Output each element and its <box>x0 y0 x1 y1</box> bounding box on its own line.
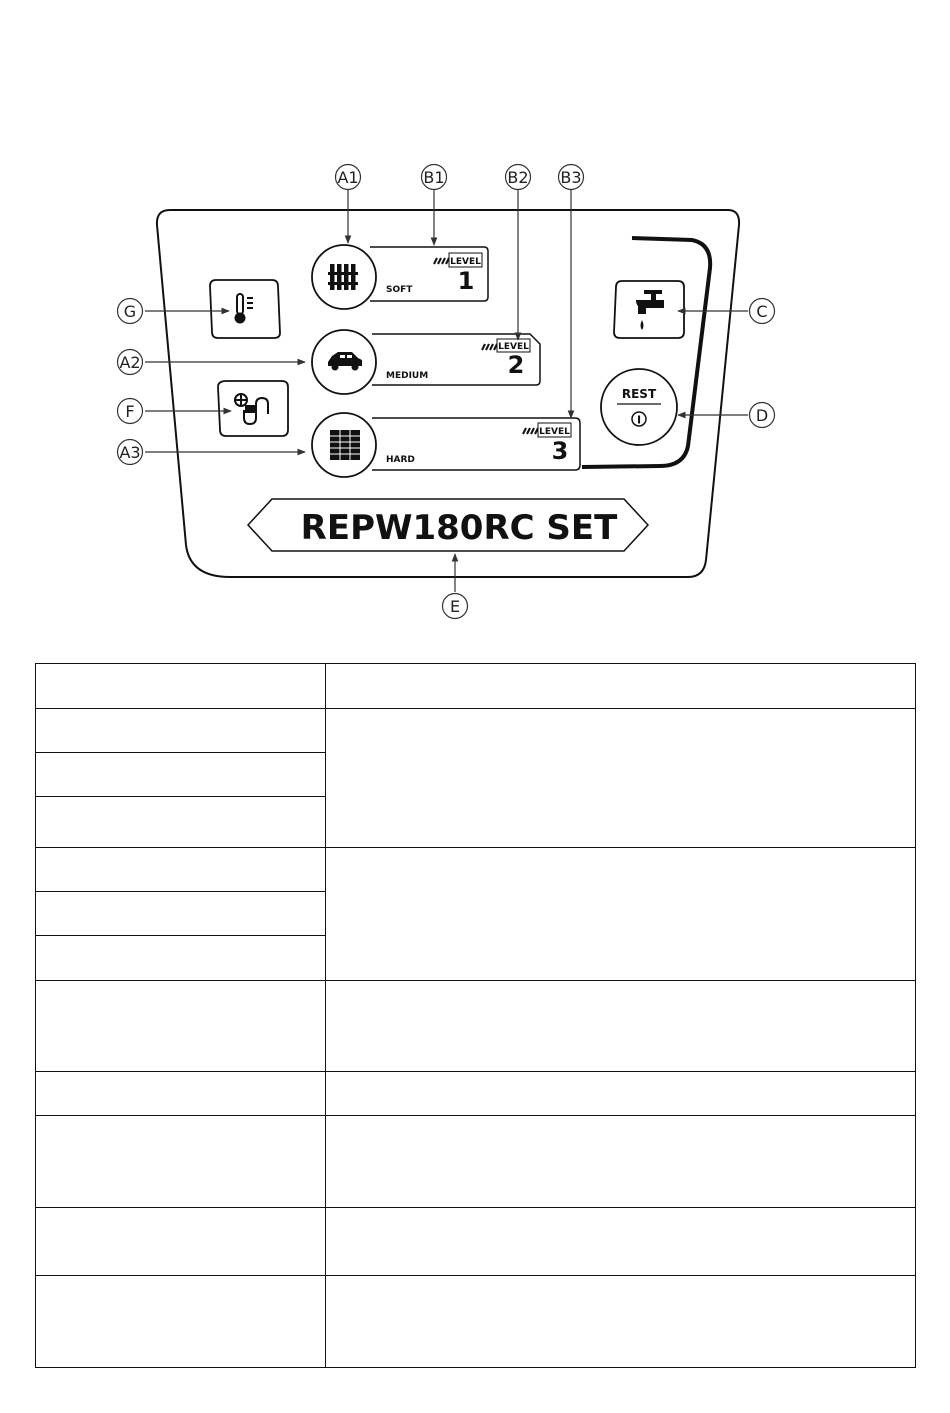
level-2-stripes <box>482 344 497 350</box>
reset-button[interactable] <box>601 369 677 445</box>
table-cell <box>36 981 326 1072</box>
level-3-number: 3 <box>551 437 569 465</box>
table-cell <box>36 753 326 797</box>
model-name: REPW180RC SET <box>300 508 618 548</box>
table-row <box>36 709 916 753</box>
hose-button[interactable] <box>218 381 288 436</box>
level-3-row[interactable] <box>312 413 580 477</box>
table-cell <box>36 848 326 892</box>
tap-button[interactable] <box>614 281 684 338</box>
callout-a3 <box>118 440 143 465</box>
level-1-mode: SOFT <box>386 285 413 295</box>
table-cell <box>36 936 326 981</box>
grid-icon <box>330 430 360 460</box>
table-cell <box>36 664 326 709</box>
level-3-mode: HARD <box>386 455 415 465</box>
table-row <box>36 664 916 709</box>
svg-text:A1: A1 <box>337 168 359 187</box>
reset-symbol: I <box>636 413 642 427</box>
level-2-tag: LEVEL <box>498 342 529 352</box>
callout-b2 <box>506 165 531 190</box>
control-panel-diagram <box>0 0 950 660</box>
spec-table <box>35 663 916 1368</box>
callout-a2 <box>118 350 143 375</box>
callout-f <box>118 399 143 424</box>
level-2-row[interactable] <box>312 330 540 394</box>
table-cell <box>36 1072 326 1116</box>
level-2-number: 2 <box>507 351 525 379</box>
table-row <box>36 981 916 1072</box>
table-cell <box>326 1276 916 1368</box>
level-2-mode: MEDIUM <box>386 371 429 381</box>
table-cell <box>326 709 916 848</box>
svg-text:A3: A3 <box>119 443 141 462</box>
svg-text:G: G <box>123 302 137 321</box>
table-cell <box>326 1116 916 1208</box>
level-1-row[interactable] <box>312 245 488 309</box>
callout-a1 <box>336 165 361 190</box>
reset-label: REST <box>621 387 657 401</box>
table-row <box>36 1276 916 1368</box>
callout-b1 <box>422 165 447 190</box>
callout-c <box>750 299 775 324</box>
table-cell <box>36 709 326 753</box>
table-cell <box>36 1116 326 1208</box>
callout-d <box>750 403 775 428</box>
table-row <box>36 1072 916 1116</box>
table-cell <box>36 1208 326 1276</box>
callout-b3 <box>559 165 584 190</box>
model-display <box>248 499 648 551</box>
table-cell <box>326 664 916 709</box>
svg-text:E: E <box>449 597 461 616</box>
callout-e <box>443 594 468 619</box>
table-cell <box>36 797 326 848</box>
table-cell <box>36 892 326 936</box>
table-row <box>36 1116 916 1208</box>
table-cell <box>326 1072 916 1116</box>
table-cell <box>36 1276 326 1368</box>
table-row <box>36 848 916 892</box>
table-row <box>36 1208 916 1276</box>
table-cell <box>326 1208 916 1276</box>
svg-text:B3: B3 <box>560 168 582 187</box>
svg-text:C: C <box>756 302 768 321</box>
svg-text:B2: B2 <box>507 168 529 187</box>
level-1-stripes <box>434 258 449 264</box>
callout-g <box>118 299 143 324</box>
table-cell <box>326 848 916 981</box>
level-1-number: 1 <box>457 267 475 295</box>
table-cell <box>326 981 916 1072</box>
temperature-button[interactable] <box>210 280 280 338</box>
svg-text:A2: A2 <box>119 353 141 372</box>
level-3-tag: LEVEL <box>539 427 570 437</box>
level-3-stripes <box>523 428 538 434</box>
svg-text:D: D <box>755 406 769 425</box>
level-1-tag: LEVEL <box>450 257 481 267</box>
svg-text:F: F <box>125 402 135 421</box>
svg-text:B1: B1 <box>423 168 445 187</box>
